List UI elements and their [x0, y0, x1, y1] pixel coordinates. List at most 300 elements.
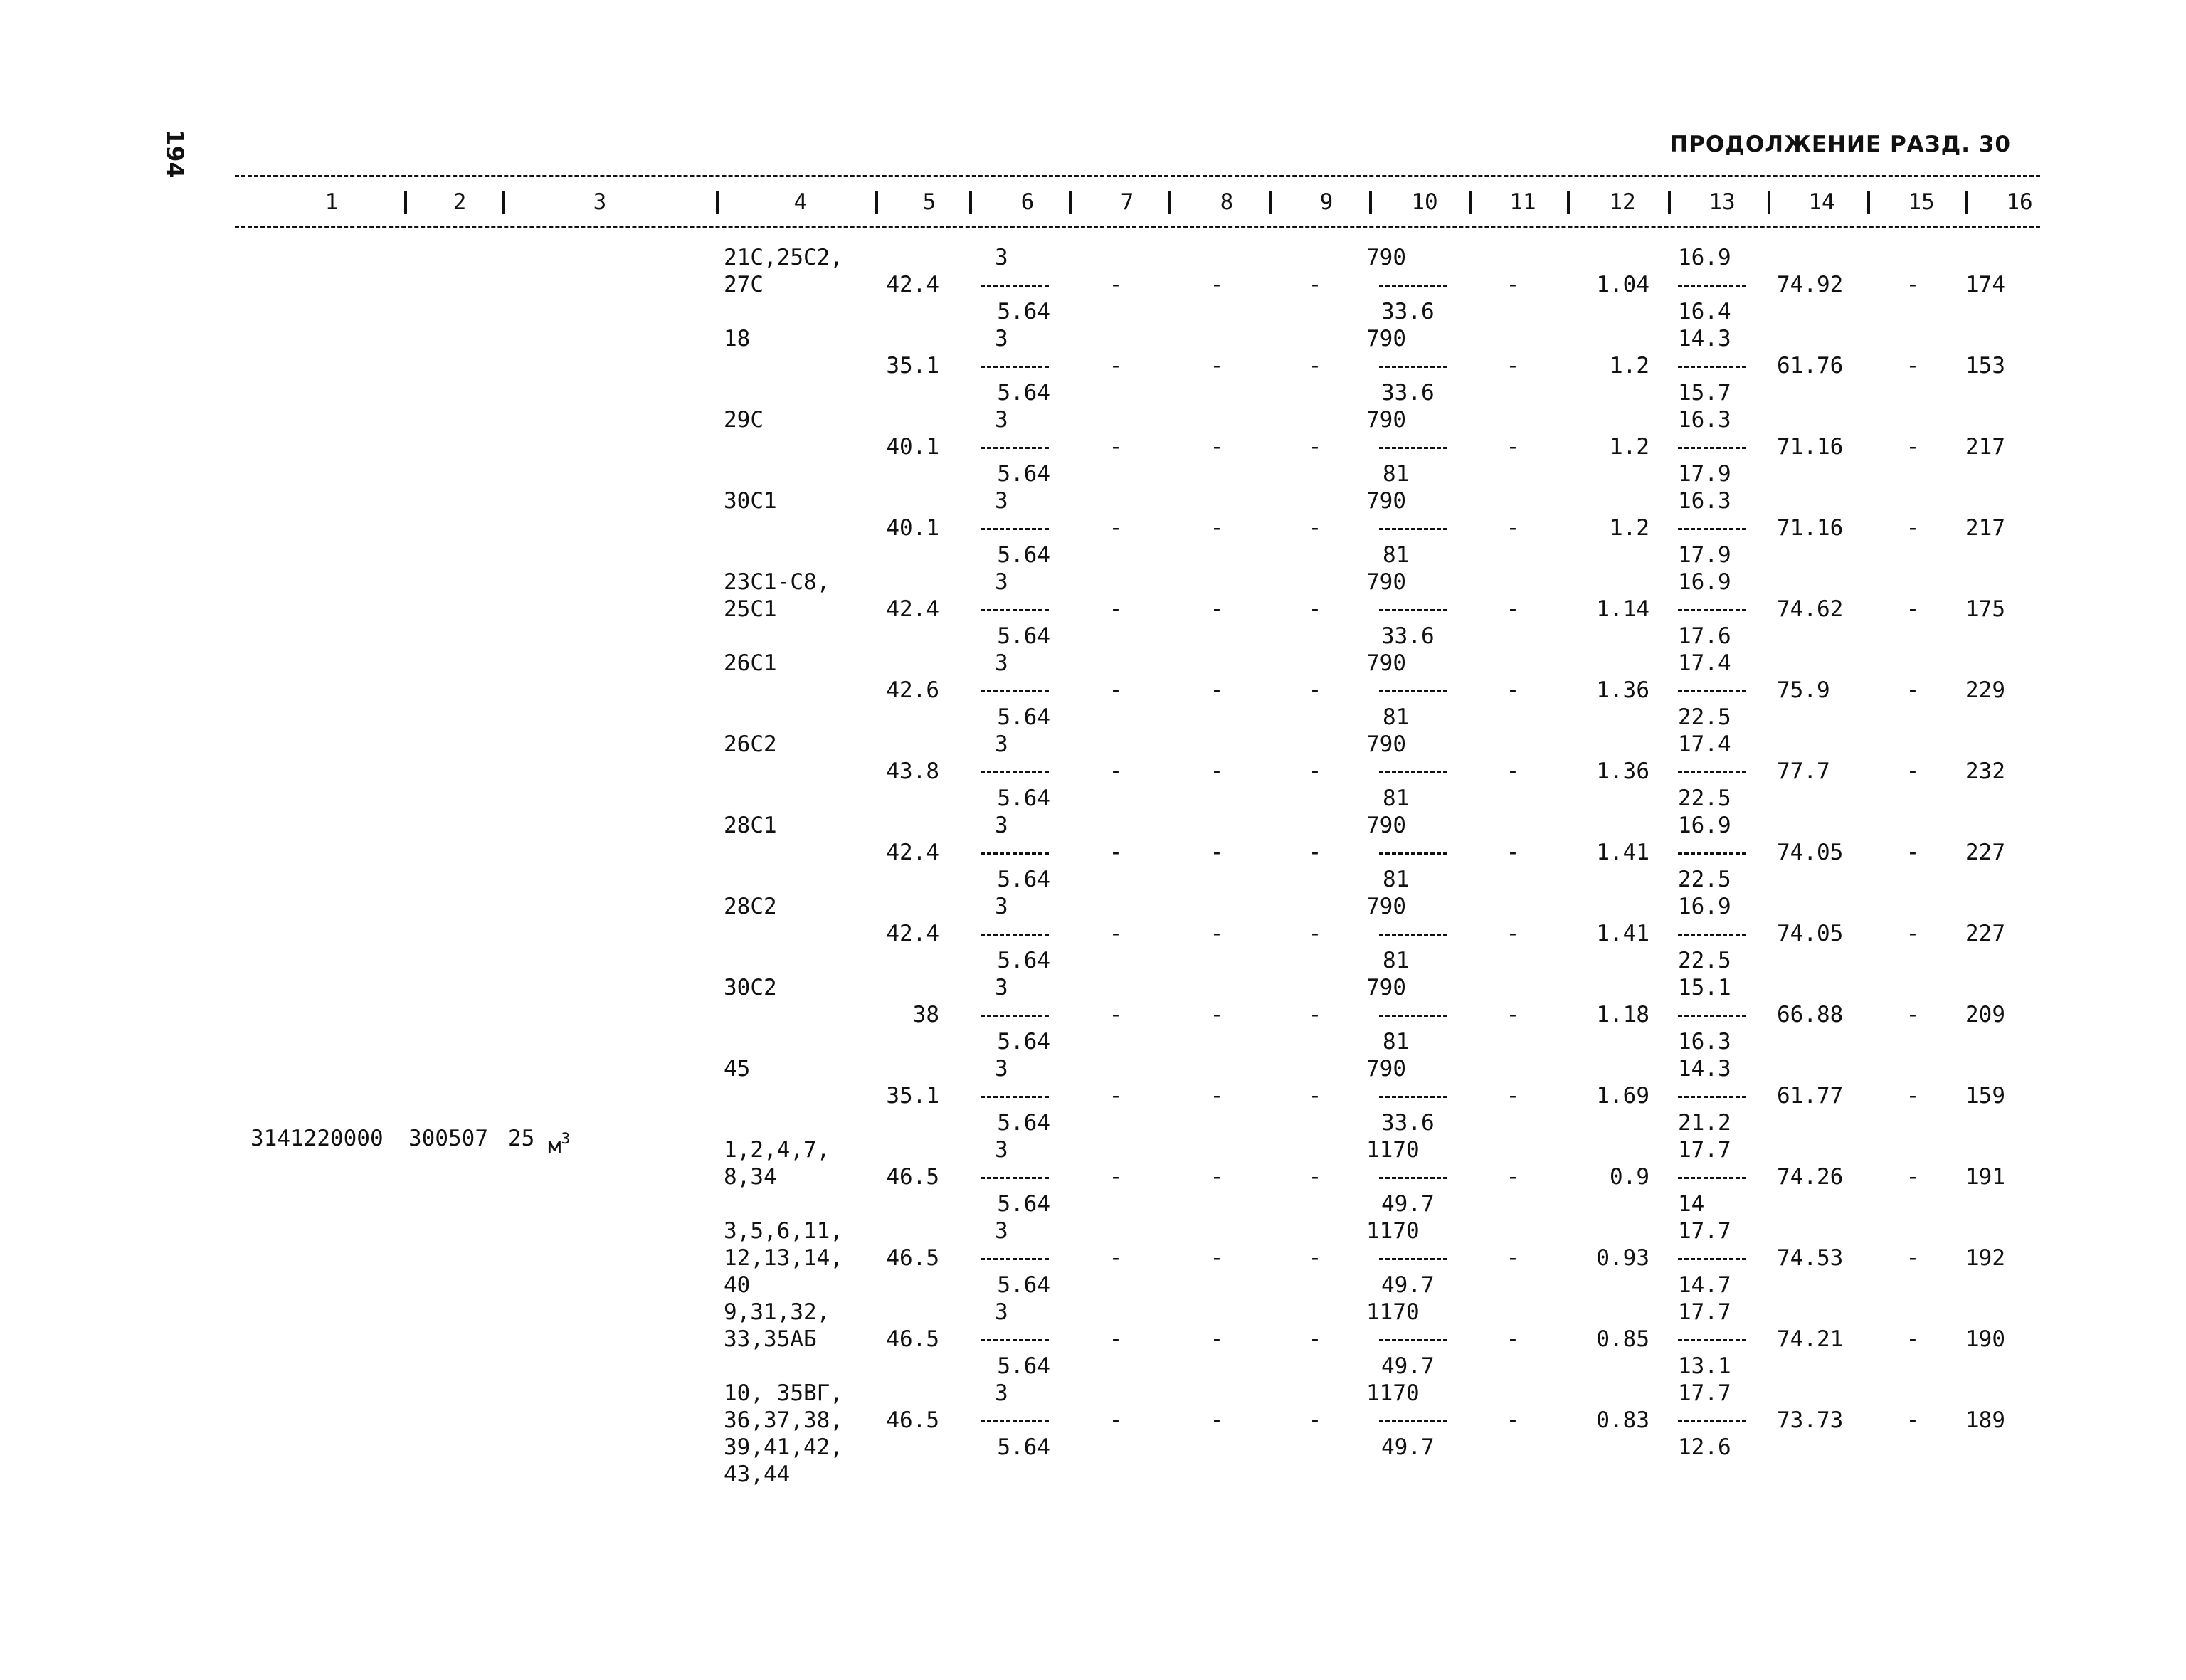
- cell-col4-line: 23С1-С8,: [724, 569, 830, 595]
- cell-col16: 209: [1965, 1002, 2005, 1027]
- cell-col13-numerator: 17.7: [1678, 1218, 1731, 1244]
- cell-col4-line: 29С: [724, 407, 764, 433]
- cell-col14: 74.05: [1777, 921, 1844, 946]
- cell-col10-numerator: 1170: [1366, 1380, 1420, 1406]
- header-col-13: 13: [1709, 189, 1736, 215]
- cell-col10-numerator: 790: [1366, 813, 1406, 838]
- cell-col12: 1.41: [1596, 921, 1649, 946]
- cell-col7: -: [1109, 596, 1123, 622]
- cell-col6-numerator: 3: [995, 1380, 1008, 1406]
- cell-col4-line: 45: [724, 1056, 751, 1082]
- cell-col11: -: [1506, 1002, 1520, 1027]
- cell-col13-numerator: 14.3: [1678, 326, 1731, 352]
- fraction-bar: [1678, 528, 1746, 530]
- cell-col5: 42.4: [886, 921, 939, 946]
- fraction-bar: [1678, 1177, 1746, 1179]
- header-separator: [1867, 191, 1870, 214]
- fraction-bar: [1678, 1096, 1746, 1098]
- cell-col9: -: [1308, 1002, 1322, 1027]
- cell-col10-denominator: 49.7: [1381, 1435, 1435, 1460]
- cell-col11: -: [1506, 1407, 1520, 1433]
- cell-col16: 227: [1965, 840, 2005, 865]
- cell-col13-numerator: 17.7: [1678, 1299, 1731, 1325]
- fraction-bar: [981, 771, 1049, 773]
- cell-col4-line: 18: [724, 326, 751, 352]
- cell-col7: -: [1109, 1083, 1123, 1109]
- cell-col10-denominator: 49.7: [1381, 1191, 1435, 1217]
- cell-col12: 0.85: [1596, 1326, 1649, 1352]
- header-separator: [1069, 191, 1072, 214]
- cell-col6-numerator: 3: [995, 813, 1008, 838]
- cell-col5: 35.1: [886, 1083, 939, 1109]
- cell-col12: 0.93: [1596, 1245, 1649, 1271]
- unit-power: 3: [561, 1130, 571, 1147]
- cell-col12: 1.2: [1610, 353, 1649, 379]
- cell-col12: 1.36: [1596, 759, 1649, 784]
- cell-col6-numerator: 3: [995, 1218, 1008, 1244]
- cell-col6-numerator: 3: [995, 894, 1008, 919]
- cell-col7: -: [1109, 515, 1123, 541]
- cell-col10-denominator: 33.6: [1381, 1110, 1435, 1136]
- cell-col13-denominator: 17.9: [1678, 461, 1731, 487]
- cell-col14: 74.92: [1777, 272, 1844, 297]
- cell-col13-denominator: 17.9: [1678, 542, 1731, 568]
- cell-col4-line: 36,37,38,: [724, 1407, 843, 1433]
- header-col-15: 15: [1908, 189, 1935, 215]
- cell-col9: -: [1308, 434, 1322, 460]
- cell-col11: -: [1506, 1083, 1520, 1109]
- header-col-7: 7: [1120, 189, 1134, 215]
- cell-col10-numerator: 790: [1366, 975, 1406, 1000]
- product-unit: [548, 1125, 570, 1160]
- cell-col10-numerator: 1170: [1366, 1299, 1420, 1325]
- cell-col13-denominator: 22.5: [1678, 704, 1731, 730]
- cell-col16: 191: [1965, 1164, 2005, 1190]
- cell-col13-numerator: 17.7: [1678, 1137, 1731, 1163]
- cell-col4-line: 43,44: [724, 1462, 791, 1487]
- header-separator: [1269, 191, 1272, 214]
- header-separator: [1965, 191, 1968, 214]
- cell-col6-denominator: 5.64: [997, 623, 1050, 649]
- cell-col6-numerator: 3: [995, 1056, 1008, 1082]
- fraction-bar: [1379, 1420, 1447, 1422]
- fraction-bar: [1678, 771, 1746, 773]
- product-code: 3141220000: [250, 1126, 384, 1151]
- cell-col9: -: [1308, 1326, 1322, 1352]
- cell-col10-denominator: 81: [1383, 786, 1410, 811]
- cell-col16: 232: [1965, 759, 2005, 784]
- cell-col16: 190: [1965, 1326, 2005, 1352]
- cell-col4-line: 25С1: [724, 596, 777, 622]
- fraction-bar: [1678, 609, 1746, 611]
- header-col-3: 3: [593, 189, 607, 215]
- cell-col9: -: [1308, 1083, 1322, 1109]
- fraction-bar: [1678, 285, 1746, 287]
- cell-col14: 74.53: [1777, 1245, 1844, 1271]
- cell-col13-denominator: 22.5: [1678, 867, 1731, 892]
- fraction-bar: [1379, 1096, 1447, 1098]
- cell-col10-numerator: 790: [1366, 245, 1406, 270]
- cell-col7: -: [1109, 1326, 1123, 1352]
- cell-col8: -: [1210, 1002, 1224, 1027]
- cell-col15: -: [1906, 434, 1920, 460]
- fraction-bar: [1678, 1258, 1746, 1260]
- header-separator: [1668, 191, 1671, 214]
- fraction-bar: [981, 609, 1049, 611]
- header-separator: [502, 191, 505, 214]
- cell-col8: -: [1210, 1245, 1224, 1271]
- cell-col4-line: 21С,25С2,: [724, 245, 843, 270]
- header-col-14: 14: [1808, 189, 1835, 215]
- cell-col13-denominator: 16.4: [1678, 299, 1731, 324]
- cell-col15: -: [1906, 515, 1920, 541]
- fraction-bar: [1379, 366, 1447, 368]
- cell-col12: 1.41: [1596, 840, 1649, 865]
- cell-col5: 46.5: [886, 1245, 939, 1271]
- cell-col4-line: 39,41,42,: [724, 1435, 843, 1460]
- cell-col16: 189: [1965, 1407, 2005, 1433]
- cell-col5: 38: [912, 1002, 939, 1027]
- fraction-bar: [1678, 1339, 1746, 1341]
- cell-col15: -: [1906, 1002, 1920, 1027]
- fraction-bar: [981, 366, 1049, 368]
- cell-col15: -: [1906, 1245, 1920, 1271]
- cell-col8: -: [1210, 434, 1224, 460]
- cell-col12: 1.04: [1596, 272, 1649, 297]
- cell-col4-line: 26С1: [724, 650, 777, 676]
- fraction-bar: [1379, 1177, 1447, 1179]
- fraction-bar: [1678, 852, 1746, 855]
- cell-col10-denominator: 81: [1383, 542, 1410, 568]
- cell-col9: -: [1308, 1407, 1322, 1433]
- cell-col7: -: [1109, 921, 1123, 946]
- fraction-bar: [1678, 1015, 1746, 1017]
- header-separator: [875, 191, 878, 214]
- cell-col11: -: [1506, 353, 1520, 379]
- cell-col15: -: [1906, 596, 1920, 622]
- cell-col8: -: [1210, 272, 1224, 297]
- cell-col8: -: [1210, 1164, 1224, 1190]
- cell-col4-line: 10, 35ВГ,: [724, 1380, 843, 1406]
- cell-col7: -: [1109, 1407, 1123, 1433]
- cell-col10-denominator: 81: [1383, 704, 1410, 730]
- cell-col11: -: [1506, 759, 1520, 784]
- cell-col4-line: 28С2: [724, 894, 777, 919]
- fraction-bar: [1379, 771, 1447, 773]
- cell-col5: 46.5: [886, 1407, 939, 1433]
- cell-col5: 42.4: [886, 272, 939, 297]
- cell-col11: -: [1506, 1245, 1520, 1271]
- cell-col11: -: [1506, 596, 1520, 622]
- fraction-bar: [981, 285, 1049, 287]
- cell-col6-denominator: 5.64: [997, 1435, 1050, 1460]
- fraction-bar: [981, 1096, 1049, 1098]
- cell-col6-numerator: 3: [995, 1299, 1008, 1325]
- cell-col6-numerator: 3: [995, 975, 1008, 1000]
- fraction-bar: [981, 1258, 1049, 1260]
- cell-col4-line: 28С1: [724, 813, 777, 838]
- cell-col12: 0.9: [1610, 1164, 1649, 1190]
- cell-col11: -: [1506, 434, 1520, 460]
- cell-col6-numerator: 3: [995, 245, 1008, 270]
- cell-col13-denominator: 15.7: [1678, 380, 1731, 406]
- cell-col15: -: [1906, 272, 1920, 297]
- cell-col13-numerator: 16.9: [1678, 569, 1731, 595]
- header-col-6: 6: [1020, 189, 1035, 215]
- cell-col14: 74.21: [1777, 1326, 1844, 1352]
- cell-col6-denominator: 5.64: [997, 1110, 1050, 1136]
- header-col-2: 2: [453, 189, 467, 215]
- cell-col5: 42.4: [886, 596, 939, 622]
- cell-col7: -: [1109, 434, 1123, 460]
- cell-col4-line: 9,31,32,: [724, 1299, 830, 1325]
- cell-col6-denominator: 5.64: [997, 461, 1050, 487]
- cell-col10-numerator: 790: [1366, 650, 1406, 676]
- cell-col9: -: [1308, 840, 1322, 865]
- cell-col14: 71.16: [1777, 434, 1844, 460]
- fraction-bar: [981, 852, 1049, 855]
- cell-col11: -: [1506, 840, 1520, 865]
- cell-col6-numerator: 3: [995, 488, 1008, 514]
- cell-col6-numerator: 3: [995, 731, 1008, 757]
- header-separator: [1369, 191, 1372, 214]
- cell-col8: -: [1210, 1083, 1224, 1109]
- cell-col16: 159: [1965, 1083, 2005, 1109]
- cell-col15: -: [1906, 1326, 1920, 1352]
- header-separator: [1567, 191, 1570, 214]
- cell-col4-line: 40: [724, 1272, 751, 1298]
- cell-col12: 1.14: [1596, 596, 1649, 622]
- cell-col11: -: [1506, 921, 1520, 946]
- cell-col11: -: [1506, 272, 1520, 297]
- header-separator: [716, 191, 719, 214]
- cell-col9: -: [1308, 1245, 1322, 1271]
- cell-col10-denominator: 81: [1383, 948, 1410, 973]
- cell-col5: 40.1: [886, 515, 939, 541]
- cell-col8: -: [1210, 677, 1224, 703]
- cell-col9: -: [1308, 759, 1322, 784]
- cell-col15: -: [1906, 1083, 1920, 1109]
- cell-col13-denominator: 12.6: [1678, 1435, 1731, 1460]
- cell-col5: 46.5: [886, 1164, 939, 1190]
- fraction-bar: [1678, 690, 1746, 692]
- cell-col4-line: 12,13,14,: [724, 1245, 843, 1271]
- cell-col12: 1.2: [1610, 434, 1649, 460]
- cell-col13-numerator: 14.3: [1678, 1056, 1731, 1082]
- cell-col10-denominator: 49.7: [1381, 1272, 1435, 1298]
- cell-col13-numerator: 16.9: [1678, 813, 1731, 838]
- cell-col9: -: [1308, 1164, 1322, 1190]
- cell-col10-denominator: 33.6: [1381, 623, 1435, 649]
- cell-col4-line: 3,5,6,11,: [724, 1218, 843, 1244]
- cell-col9: -: [1308, 677, 1322, 703]
- cell-col8: -: [1210, 759, 1224, 784]
- cell-col6-denominator: 5.64: [997, 786, 1050, 811]
- cell-col10-numerator: 790: [1366, 1056, 1406, 1082]
- cell-col14: 61.77: [1777, 1083, 1844, 1109]
- cell-col5: 40.1: [886, 434, 939, 460]
- header-col-12: 12: [1609, 189, 1636, 215]
- cell-col10-denominator: 81: [1383, 1029, 1410, 1055]
- fraction-bar: [981, 1177, 1049, 1179]
- cell-col4-line: 8,34: [724, 1164, 777, 1190]
- cell-col7: -: [1109, 272, 1123, 297]
- cell-col16: 153: [1965, 353, 2005, 379]
- cell-col9: -: [1308, 596, 1322, 622]
- cell-col15: -: [1906, 1407, 1920, 1433]
- cell-col16: 192: [1965, 1245, 2005, 1271]
- cell-col8: -: [1210, 596, 1224, 622]
- cell-col7: -: [1109, 677, 1123, 703]
- cell-col6-denominator: 5.64: [997, 380, 1050, 406]
- cell-col14: 75.9: [1777, 677, 1830, 703]
- cell-col15: -: [1906, 677, 1920, 703]
- cell-col13-denominator: 14: [1678, 1191, 1705, 1217]
- cell-col5: 43.8: [886, 759, 939, 784]
- cell-col6-numerator: 3: [995, 407, 1008, 433]
- cell-col15: -: [1906, 353, 1920, 379]
- fraction-bar: [1379, 690, 1447, 692]
- fraction-bar: [1379, 1339, 1447, 1341]
- cell-col4-line: 26С2: [724, 731, 777, 757]
- cell-col5: 46.5: [886, 1326, 939, 1352]
- cell-col10-denominator: 33.6: [1381, 299, 1435, 324]
- fraction-bar: [981, 528, 1049, 530]
- header-separator: [1768, 191, 1770, 214]
- fraction-bar: [1379, 1015, 1447, 1017]
- cell-col5: 35.1: [886, 353, 939, 379]
- cell-col4-line: 1,2,4,7,: [724, 1137, 830, 1163]
- header-col-1: 1: [324, 189, 339, 215]
- cell-col7: -: [1109, 1164, 1123, 1190]
- cell-col6-denominator: 5.64: [997, 542, 1050, 568]
- fraction-bar: [1379, 285, 1447, 287]
- fraction-bar: [1678, 934, 1746, 936]
- cell-col16: 175: [1965, 596, 2005, 622]
- cell-col6-denominator: 5.64: [997, 299, 1050, 324]
- cell-col5: 42.4: [886, 840, 939, 865]
- fraction-bar: [981, 1339, 1049, 1341]
- fraction-bar: [981, 447, 1049, 449]
- cell-col8: -: [1210, 515, 1224, 541]
- cell-col14: 71.16: [1777, 515, 1844, 541]
- cell-col6-numerator: 3: [995, 650, 1008, 676]
- cell-col16: 229: [1965, 677, 2005, 703]
- cell-col10-numerator: 790: [1366, 731, 1406, 757]
- header-separator: [1168, 191, 1171, 214]
- cell-col16: 217: [1965, 434, 2005, 460]
- cell-col13-numerator: 17.7: [1678, 1380, 1731, 1406]
- unit-base: м: [548, 1134, 561, 1159]
- cell-col9: -: [1308, 515, 1322, 541]
- fraction-bar: [981, 1015, 1049, 1017]
- cell-col10-numerator: 1170: [1366, 1137, 1420, 1163]
- cell-col13-numerator: 16.9: [1678, 245, 1731, 270]
- cell-col8: -: [1210, 921, 1224, 946]
- cell-col16: 174: [1965, 272, 2005, 297]
- cell-col11: -: [1506, 1326, 1520, 1352]
- cell-col7: -: [1109, 840, 1123, 865]
- cell-col13-denominator: 14.7: [1678, 1272, 1731, 1298]
- cell-col6-numerator: 3: [995, 1137, 1008, 1163]
- product-code-2: 300507: [408, 1126, 488, 1151]
- cell-col10-numerator: 790: [1366, 894, 1406, 919]
- cell-col14: 66.88: [1777, 1002, 1844, 1027]
- cell-col15: -: [1906, 840, 1920, 865]
- cell-col14: 74.05: [1777, 840, 1844, 865]
- cell-col4-line: 33,35АБ: [724, 1326, 817, 1352]
- cell-col16: 217: [1965, 515, 2005, 541]
- fraction-bar: [1379, 528, 1447, 530]
- cell-col13-numerator: 15.1: [1678, 975, 1731, 1000]
- cell-col6-denominator: 5.64: [997, 948, 1050, 973]
- fraction-bar: [1379, 852, 1447, 855]
- cell-col7: -: [1109, 759, 1123, 784]
- cell-col7: -: [1109, 1002, 1123, 1027]
- cell-col13-denominator: 22.5: [1678, 948, 1731, 973]
- fraction-bar: [1678, 366, 1746, 368]
- cell-col10-numerator: 790: [1366, 569, 1406, 595]
- cell-col14: 74.26: [1777, 1164, 1844, 1190]
- header-col-4: 4: [793, 189, 808, 215]
- fraction-bar: [981, 690, 1049, 692]
- page-number: 194: [161, 129, 189, 179]
- header-col-5: 5: [922, 189, 936, 215]
- cell-col10-denominator: 81: [1383, 867, 1410, 892]
- cell-col10-numerator: 790: [1366, 407, 1406, 433]
- cell-col8: -: [1210, 840, 1224, 865]
- cell-col13-numerator: 17.4: [1678, 731, 1731, 757]
- header-separator: [1469, 191, 1472, 214]
- cell-col13-numerator: 17.4: [1678, 650, 1731, 676]
- cell-col14: 61.76: [1777, 353, 1844, 379]
- cell-col13-denominator: 13.1: [1678, 1353, 1731, 1379]
- cell-col13-denominator: 21.2: [1678, 1110, 1731, 1136]
- product-code-3: 25: [508, 1126, 535, 1151]
- fraction-bar: [1379, 447, 1447, 449]
- cell-col10-denominator: 49.7: [1381, 1353, 1435, 1379]
- fraction-bar: [1678, 1420, 1746, 1422]
- table-header-rule: [235, 226, 2040, 228]
- cell-col16: 227: [1965, 921, 2005, 946]
- cell-col10-numerator: 790: [1366, 326, 1406, 352]
- cell-col14: 77.7: [1777, 759, 1830, 784]
- cell-col7: -: [1109, 1245, 1123, 1271]
- cell-col6-numerator: 3: [995, 326, 1008, 352]
- fraction-bar: [1379, 609, 1447, 611]
- cell-col10-numerator: 1170: [1366, 1218, 1420, 1244]
- cell-col10-numerator: 790: [1366, 488, 1406, 514]
- cell-col13-numerator: 16.3: [1678, 407, 1731, 433]
- cell-col6-denominator: 5.64: [997, 1272, 1050, 1298]
- header-col-9: 9: [1319, 189, 1334, 215]
- cell-col14: 73.73: [1777, 1407, 1844, 1433]
- fraction-bar: [1379, 934, 1447, 936]
- cell-col4-line: 27С: [724, 272, 764, 297]
- header-col-10: 10: [1411, 189, 1438, 215]
- cell-col4-line: 30С1: [724, 488, 777, 514]
- cell-col8: -: [1210, 1407, 1224, 1433]
- cell-col10-denominator: 33.6: [1381, 380, 1435, 406]
- cell-col6-denominator: 5.64: [997, 1353, 1050, 1379]
- fraction-bar: [981, 1420, 1049, 1422]
- cell-col13-denominator: 17.6: [1678, 623, 1731, 649]
- cell-col12: 1.69: [1596, 1083, 1649, 1109]
- cell-col6-denominator: 5.64: [997, 1191, 1050, 1217]
- cell-col5: 42.6: [886, 677, 939, 703]
- fraction-bar: [981, 934, 1049, 936]
- cell-col12: 1.2: [1610, 515, 1649, 541]
